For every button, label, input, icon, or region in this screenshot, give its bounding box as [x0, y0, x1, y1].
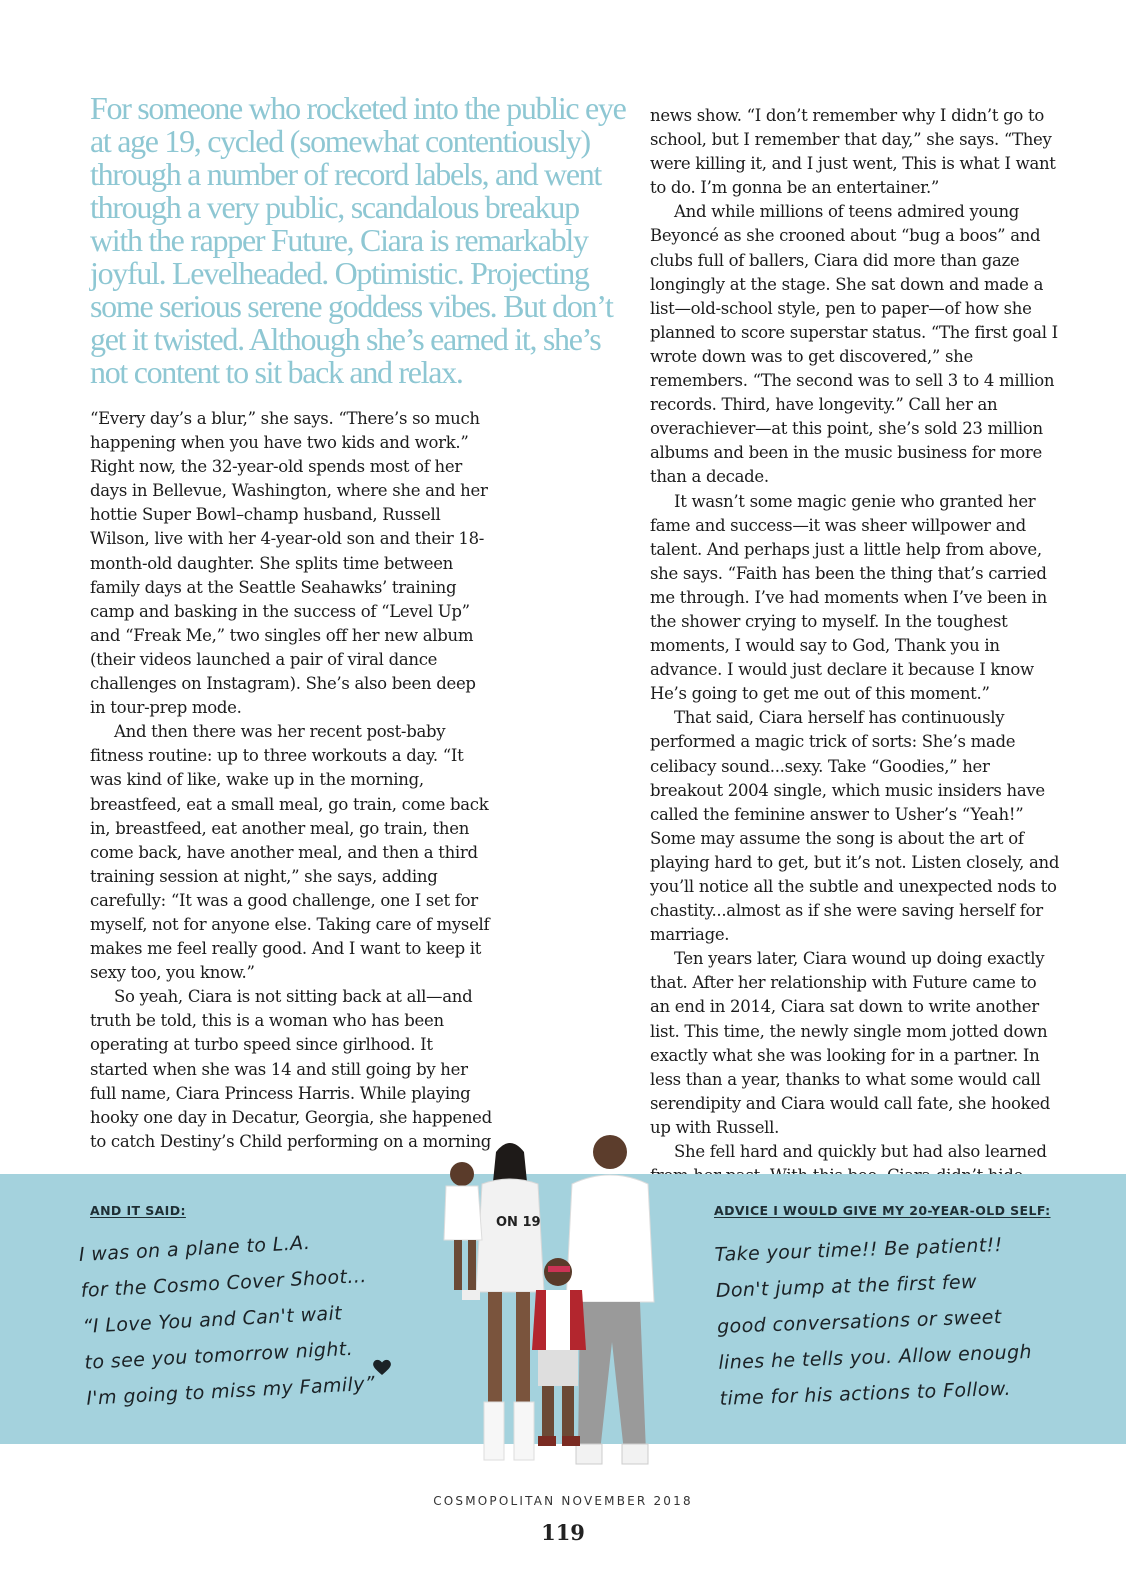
- body-paragraph: So yeah, Ciara is not sitting back at all—and truth be told, this is a woman who has been operating at turbo speed since girlhood. It started when she was 14 and still going by her full name, Ciara Princess Harris. While playing hooky one day in Decatur, Georgia, she happened to catch Destiny’s Child performing on a morning: [90, 987, 492, 1151]
- note-line: Don't jump at the first few: [715, 1270, 978, 1302]
- body-paragraph: Ten years later, Ciara wound up doing exactly that. After her relationship with Future came to an end in 2014, Ciara sat down to write another list. This time, the newly single mom jotted down exactly what she was looking for in a partner. In less than a year, thanks to what some would call serendipity and Ciara would call fate, she hooked up with Russell.: [650, 949, 1051, 1137]
- mother-figure: [476, 1143, 544, 1460]
- body-paragraph: She fell hard and quickly but had also learned: [674, 1142, 1047, 1162]
- note-line: I'm going to miss my Family”: [85, 1372, 376, 1410]
- heart-icon: [372, 1358, 392, 1376]
- note-line: lines he tells you. Allow enough: [718, 1340, 1033, 1374]
- note-line: good conversations or sweet: [716, 1306, 1003, 1338]
- magazine-footer: COSMOPOLITAN NOVEMBER 2018: [433, 1494, 693, 1508]
- note-line: time for his actions to Follow.: [719, 1377, 1012, 1410]
- note-line: to see you tomorrow night.: [84, 1337, 354, 1374]
- family-photo: [432, 1122, 682, 1484]
- left-note-heading: AND IT SAID:: [90, 1203, 186, 1218]
- body-paragraph: news show. “I don’t remember why I didn’t go to school, but I remember that day,” she says. “They were killing it, and I just went, This is what I want to do. I’m gonna be an entertainer.”: [650, 106, 1056, 198]
- left-body-text: [90, 407, 630, 1154]
- right-column: [650, 104, 1060, 1188]
- body-paragraph: That said, Ciara herself has continuously performed a magic trick of sorts: She’s made celibacy sound...sexy. Take “Goodies,” her breakout 2004 single, which music insiders have called the feminine answer to Usher’s “Yeah!” Some may assume the song is about the art of playing hard to get, but it’s not. Listen closely, and you’ll notice all the subtle and unexpected nods to chastity...almost as if she were saving herself for marriage.: [650, 708, 1060, 945]
- left-handwritten-note: [78, 1222, 376, 1417]
- note-line: Take your time!! Be patient!!: [714, 1233, 1004, 1266]
- pull-quote: For someone who rocketed into the public eye at age 19, cycled (somewhat contentiously) through a number of record labels, and went through a very public, scandalous breakup with the rapper Future, Ciara is remarkably joyful. Levelheaded. Optimistic. Projecting some serious serene goddess vibes. But don’t get it twisted. Although she’s earned it, she’s not content to sit back and relax.: [90, 90, 626, 390]
- svg-text:ON 19: ON 19: [496, 1215, 541, 1230]
- right-handwritten-note: [714, 1226, 1034, 1417]
- body-paragraph: “Every day’s a blur,” she says. “There’s so much happening when you have two kids and work.” Right now, the 32-year-old spends most of her days in Bellevue, Washington, where she and her hottie Super Bowl–champ husband, Russell Wilson, live with her 4-year-old son and their 18-month-old daughter. She splits time between family days at the Seattle Seahawks’ training camp and basking in the success of “Level Up” and “Freak Me,” two singles off her new album (their videos launched a pair of viral dance challenges on Instagram). She’s also been deep in tour-prep mode.: [90, 409, 488, 718]
- page-number: 119: [541, 1520, 585, 1545]
- body-paragraph: And while millions of teens admired young Beyoncé as she crooned about “bug a boos” and clubs full of ballers, Ciara did more than gaze longingly at the stage. She sat down and made a list—old-school style, pen to paper—of how she planned to score superstar status. “The first goal I wrote down was to get discovered,” she remembers. “The second was to sell 3 to 4 million records. Third, have longevity.” Call her an overachiever—at this point, she’s sold 23 million albums and been in the music business for more than a decade.: [650, 202, 1058, 487]
- left-column: [90, 92, 630, 1154]
- note-line: I was on a plane to L.A.: [78, 1231, 311, 1266]
- note-line: “I Love You and Can't wait: [82, 1302, 343, 1338]
- right-note-heading: ADVICE I WOULD GIVE MY 20-YEAR-OLD SELF:: [714, 1203, 1051, 1218]
- body-paragraph: And then there was her recent post-baby fitness routine: up to three workouts a day. “It was kind of like, wake up in the morning, breastfeed, eat a small meal, go train, come back in, breastfeed, eat another meal, go train, then come back, have another meal, and then a third training session at night,” she says, adding carefully: “It was a good challenge, one I set for myself, not for anyone else. Taking care of myself makes me feel really good. And I want to keep it sexy too, you know.”: [90, 722, 490, 983]
- note-line: for the Cosmo Cover Shoot...: [80, 1264, 368, 1302]
- body-paragraph: It wasn’t some magic genie who granted her fame and success—it was sheer willpower and talent. And perhaps just a little help from above, she says. “Faith has been the thing that’s carried me through. I’ve had moments when I’ve been in the shower crying to myself. In the toughest moments, I would say to God, Thank you in advance. I would just declare it because I know He’s going to get me out of this moment.”: [650, 491, 1047, 704]
